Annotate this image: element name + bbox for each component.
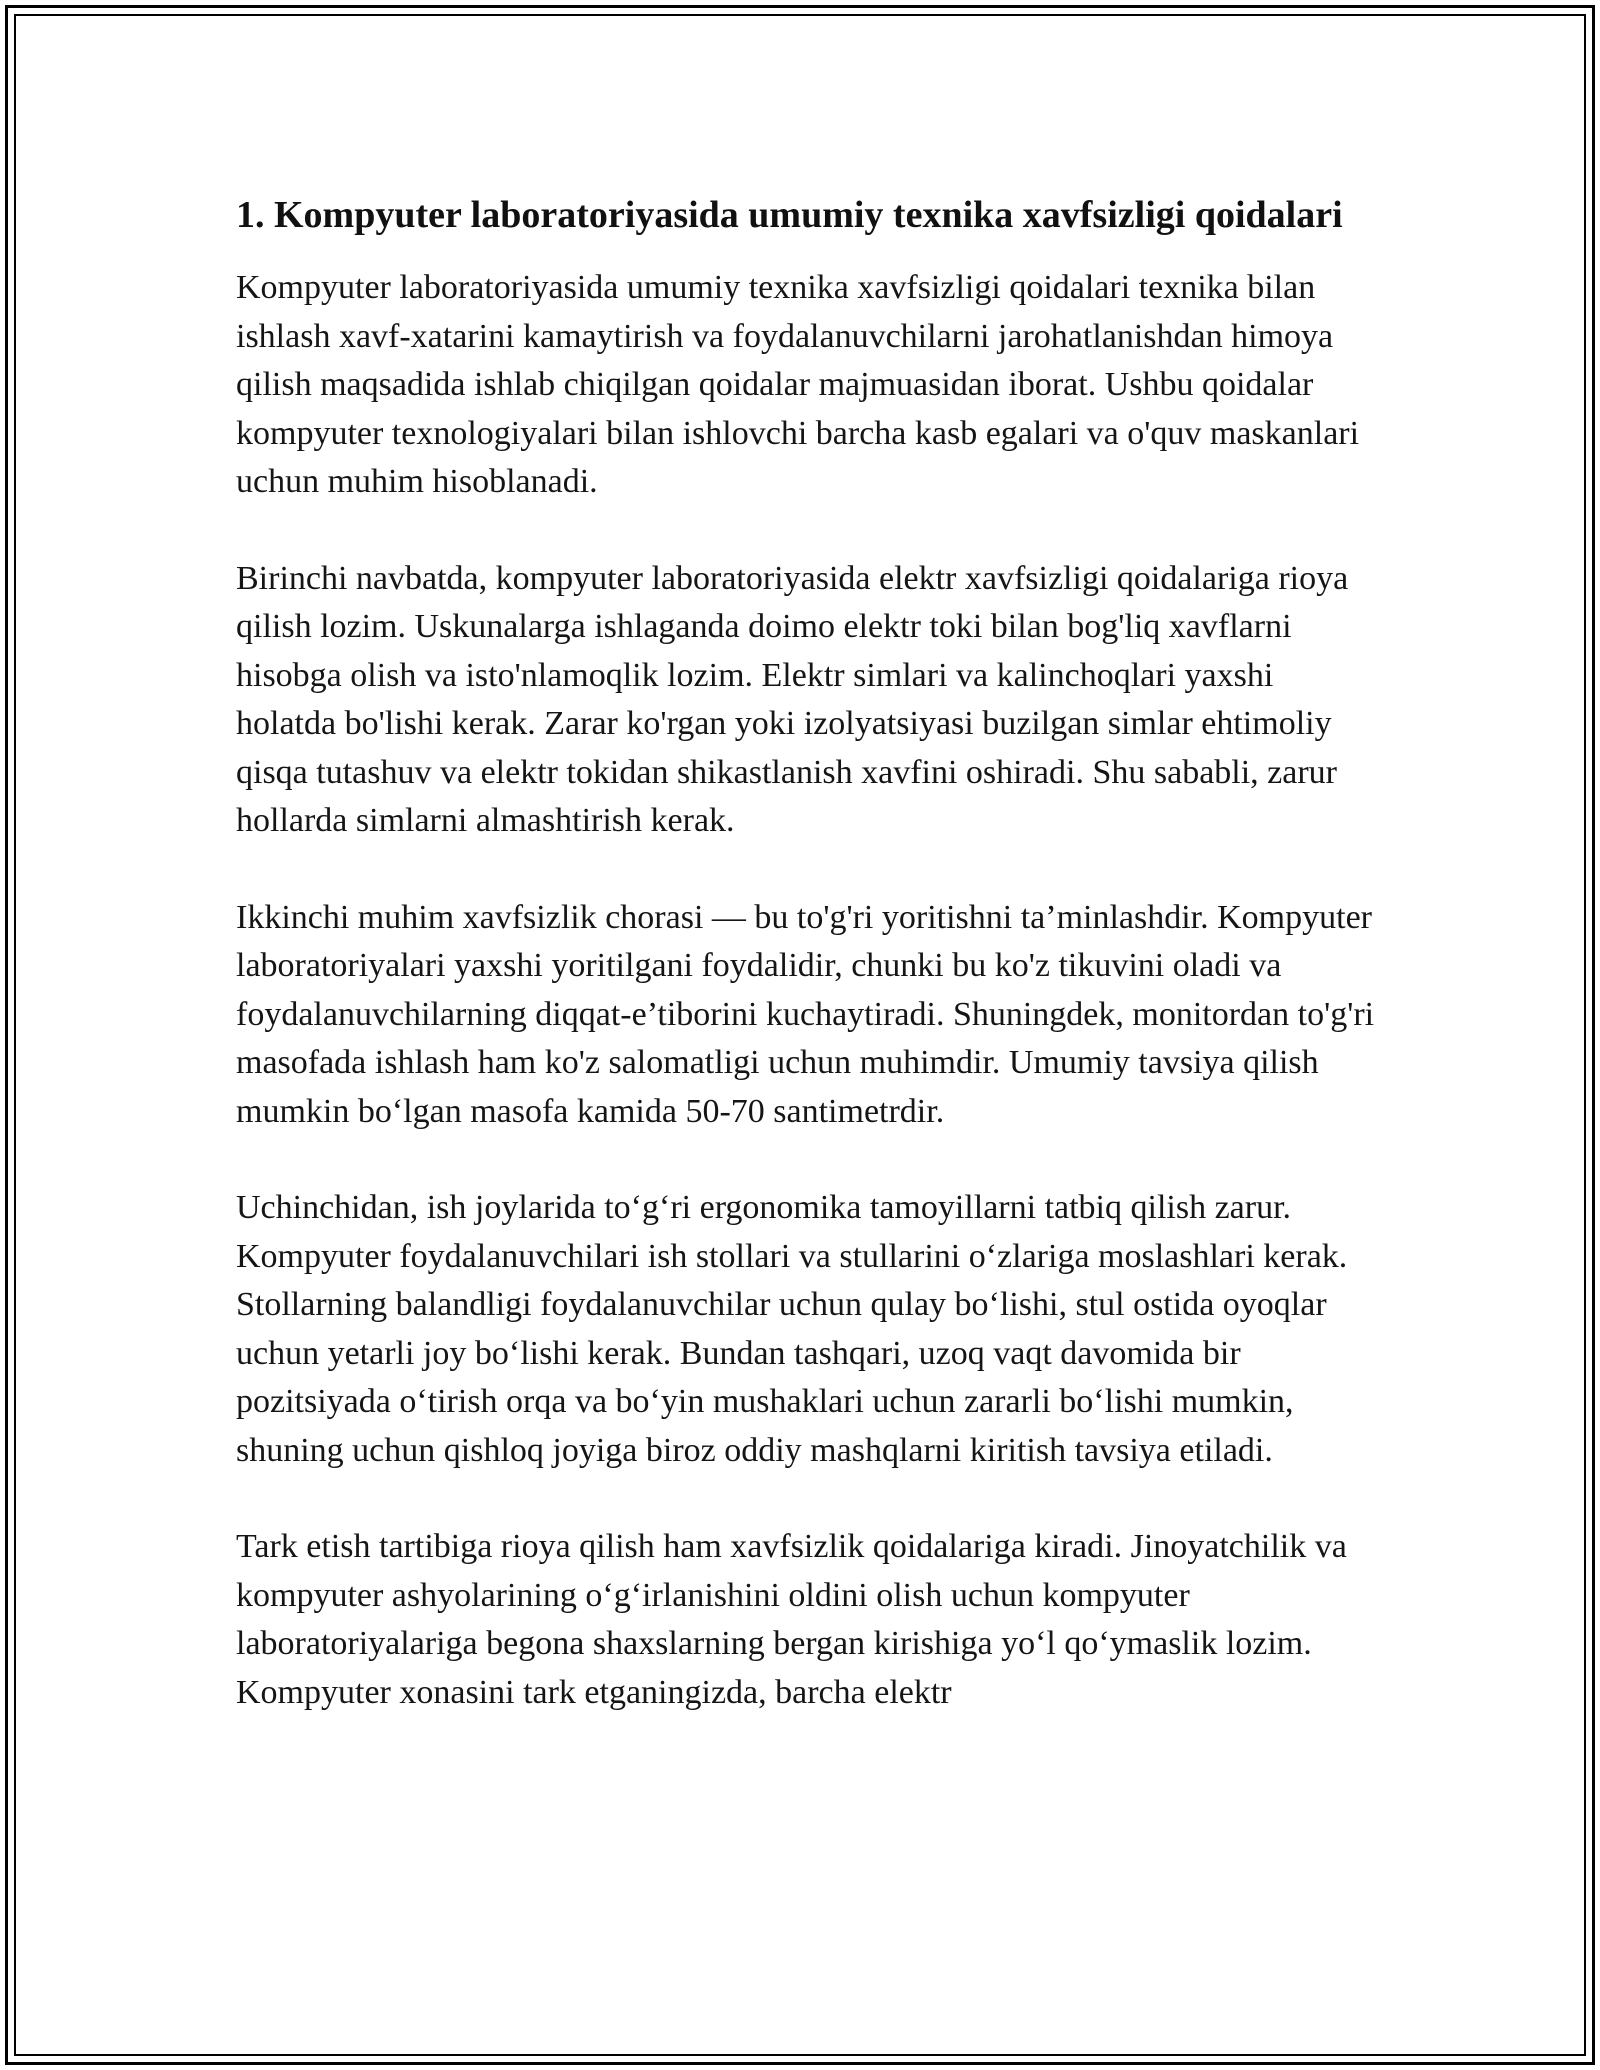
paragraph-intro: Kompyuter laboratoriyasida umumiy texnika xavfsizligi qoidalari texnika bilan ishlash xavf-xatarini kamaytirish va foydalanuvchilarni jarohatlanishdan himoya qilish maqsadida ishlab chiqilgan qoidalar majmuasidan iborat. Ushbu qoidalar kompyuter texnologiyalari bilan ishlovchi barcha kasb egalari va o'quv maskanlari uchun muhim hisoblanadi. [236,269,1360,500]
paragraph-ergonomics: Uchinchidan, ish joylarida to‘g‘ri ergonomika tamoyillarni tatbiq qilish zarur. Kompyuter foydalanuvchilari ish stollari va stullarini o‘zlariga moslashlari kerak. Stollarning balandligi foydalanuvchilar uchun qulay bo‘lishi, stul ostida oyoqlar uchun yetarli joy bo‘lishi kerak. Bundan tashqari, uzoq vaqt davomida bir pozitsiyada o‘tirish orqa va bo‘yin mushaklari uchun zararli bo‘lishi mumkin, shuning uchun qishloq joyiga biroz oddiy mashqlarni kiritish tavsiya etiladi. [236,1189,1348,1469]
document-body [236,188,1376,1765]
paragraph-leaving-procedure: Tark etish tartibiga rioya qilish ham xavfsizlik qoidalariga kiradi. Jinoyatchilik va kompyuter ashyolarining o‘g‘irlanishini oldini olish uchun kompyuter laboratoriyalariga begona shaxslarning bergan kirishiga yo‘l qo‘ymaslik lozim. Kompyuter xonasini tark etganingizda, barcha elektr [236,1528,1347,1711]
paragraph-electrical-safety: Birinchi navbatda, kompyuter laboratoriyasida elektr xavfsizligi qoidalariga rioya qilish lozim. Uskunalarga ishlaganda doimo elektr toki bilan bog'liq xavflarni hisobga olish va isto'nlamoqlik lozim. Elektr simlari va kalinchoqlari yaxshi holatda bo'lishi kerak. Zarar ko'rgan yoki izolyatsiyasi buzilgan simlar ehtimoliy qisqa tutashuv va elektr tokidan shikastlanish xavfini oshiradi. Shu sababli, zarur hollarda simlarni almashtirish kerak. [236,559,1349,839]
section-heading: 1. Kompyuter laboratoriyasida umumiy texnika xavfsizligi qoidalari [236,194,1343,236]
paragraph-lighting: Ikkinchi muhim xavfsizlik chorasi — bu to'g'ri yoritishni ta’minlashdir. Kompyuter laboratoriyalari yaxshi yoritilgani foydalidir, chunki bu ko'z tikuvini oladi va foydalanuvchilarning diqqat-e’tiborini kuchaytiradi. Shuningdek, monitordan to'g'ri masofada ishlash ham ko'z salomatligi uchun muhimdir. Umumiy tavsiya qilish mumkin bo‘lgan masofa kamida 50-70 santimetrdir. [236,898,1375,1130]
